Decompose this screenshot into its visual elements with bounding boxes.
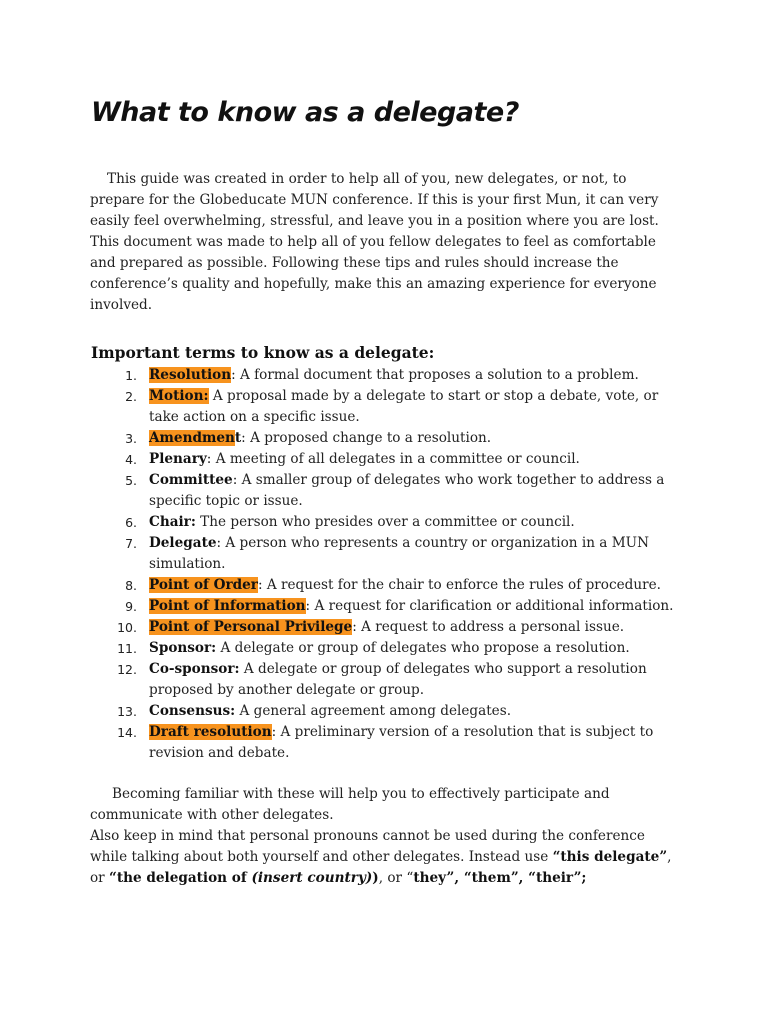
term-name: Sponsor:	[149, 640, 217, 656]
term-definition: A delegate or group of delegates who support a resolution proposed by another delegate or group.	[149, 661, 647, 698]
terms-heading: Important terms to know as a delegate:	[91, 343, 435, 362]
term-name: Consensus:	[149, 703, 236, 719]
term-name: Chair:	[149, 514, 196, 530]
term-highlight: Draft resolution	[149, 724, 272, 740]
term-definition: : A proposed change to a resolution.	[241, 430, 492, 446]
term-number: 11.	[117, 641, 137, 656]
term-name: Delegate	[149, 535, 217, 551]
closing-paragraph: Becoming familiar with these will help you to effectively participate and communicate with other delegates.	[90, 786, 610, 823]
separator: , or “	[378, 870, 414, 886]
term-item	[90, 449, 680, 470]
term-item	[90, 512, 680, 533]
term-number: 9.	[125, 599, 137, 614]
term-number: 10.	[117, 620, 137, 635]
term-item	[90, 659, 680, 701]
term-number: 7.	[125, 536, 137, 551]
term-definition: : A formal document that proposes a solution to a problem.	[231, 367, 639, 383]
term-item	[90, 722, 680, 764]
term-number: 13.	[117, 704, 137, 719]
term-name	[149, 577, 258, 593]
phrase-delegation-of-end: )	[372, 870, 379, 886]
term-name	[149, 724, 272, 740]
term-name: Committee	[149, 472, 233, 488]
intro-paragraph: This guide was created in order to help all of you, new delegates, or not, to prepare for the Globeducate MUN conference. If this is your first Mun, it can very easily feel overwhelming, stressful, and leave you in a position where you are lost. This document was made to help all of you fellow delegates to feel as comfortable and prepared as possible. Following these tips and rules should increase the conference’s quality and hopefully, make this an amazing experience for everyone involved.	[90, 171, 659, 313]
term-name: Plenary	[149, 451, 207, 467]
term-number: 6.	[125, 515, 137, 530]
term-number: 3.	[125, 431, 137, 446]
term-number: 4.	[125, 452, 137, 467]
term-definition: : A request to address a personal issue.	[352, 619, 625, 635]
page-title: What to know as a delegate?	[91, 97, 519, 128]
pronoun-note	[90, 826, 680, 889]
closing-section	[90, 784, 680, 889]
term-item	[90, 701, 680, 722]
term-name	[149, 598, 306, 614]
phrase-insert-country: (insert country)	[251, 870, 373, 886]
term-highlight: Point of Order	[149, 577, 258, 593]
term-highlight: Point of Information	[149, 598, 306, 614]
term-number: 12.	[117, 662, 137, 677]
phrase-delegation-of-start: “the delegation of	[109, 870, 252, 886]
phrase-delegation-of	[109, 870, 379, 886]
term-item	[90, 470, 680, 512]
pronoun-note-text: Also keep in mind that personal pronouns cannot be used during the conference while talking about both yourself and other delegates. Instead use	[90, 828, 645, 865]
term-name	[149, 619, 352, 635]
term-definition: A proposal made by a delegate to start or stop a debate, vote, or take action on a specific issue.	[149, 388, 659, 425]
term-item	[90, 428, 680, 449]
term-highlight: Resolution	[149, 367, 232, 383]
term-definition: The person who presides over a committee or council.	[195, 514, 575, 530]
term-number: 14.	[117, 725, 137, 740]
term-item	[90, 617, 680, 638]
term-definition: : A smaller group of delegates who work together to address a specific topic or issue.	[149, 472, 665, 509]
term-name	[149, 388, 209, 404]
phrase-they-them-their: they”, “them”, “their”;	[413, 870, 587, 886]
term-number: 2.	[125, 389, 137, 404]
phrase-this-delegate: “this delegate”	[552, 849, 668, 865]
term-definition: : A request for the chair to enforce the rules of procedure.	[257, 577, 661, 593]
separator: , or	[90, 849, 672, 886]
term-number: 1.	[125, 368, 137, 383]
term-definition: : A person who represents a country or organization in a MUN simulation.	[149, 535, 649, 572]
term-item	[90, 533, 680, 575]
term-name	[149, 367, 231, 383]
term-item	[90, 386, 680, 428]
term-definition: A general agreement among delegates.	[235, 703, 512, 719]
term-definition: : A meeting of all delegates in a committee or council.	[206, 451, 580, 467]
terms-list	[90, 365, 680, 764]
term-definition: A delegate or group of delegates who propose a resolution.	[216, 640, 630, 656]
term-highlight: Amendmen	[149, 430, 235, 446]
term-definition: : A preliminary version of a resolution that is subject to revision and debate.	[149, 724, 654, 761]
term-item	[90, 575, 680, 596]
term-item	[90, 638, 680, 659]
term-item	[90, 365, 680, 386]
term-item	[90, 596, 680, 617]
term-number: 8.	[125, 578, 137, 593]
term-name: Amendment	[149, 430, 242, 446]
term-number: 5.	[125, 473, 137, 488]
term-name: Co-sponsor:	[149, 661, 240, 677]
term-highlight: Point of Personal Privilege	[149, 619, 353, 635]
term-highlight: Motion:	[149, 388, 209, 404]
term-definition: : A request for clarification or additional information.	[305, 598, 674, 614]
